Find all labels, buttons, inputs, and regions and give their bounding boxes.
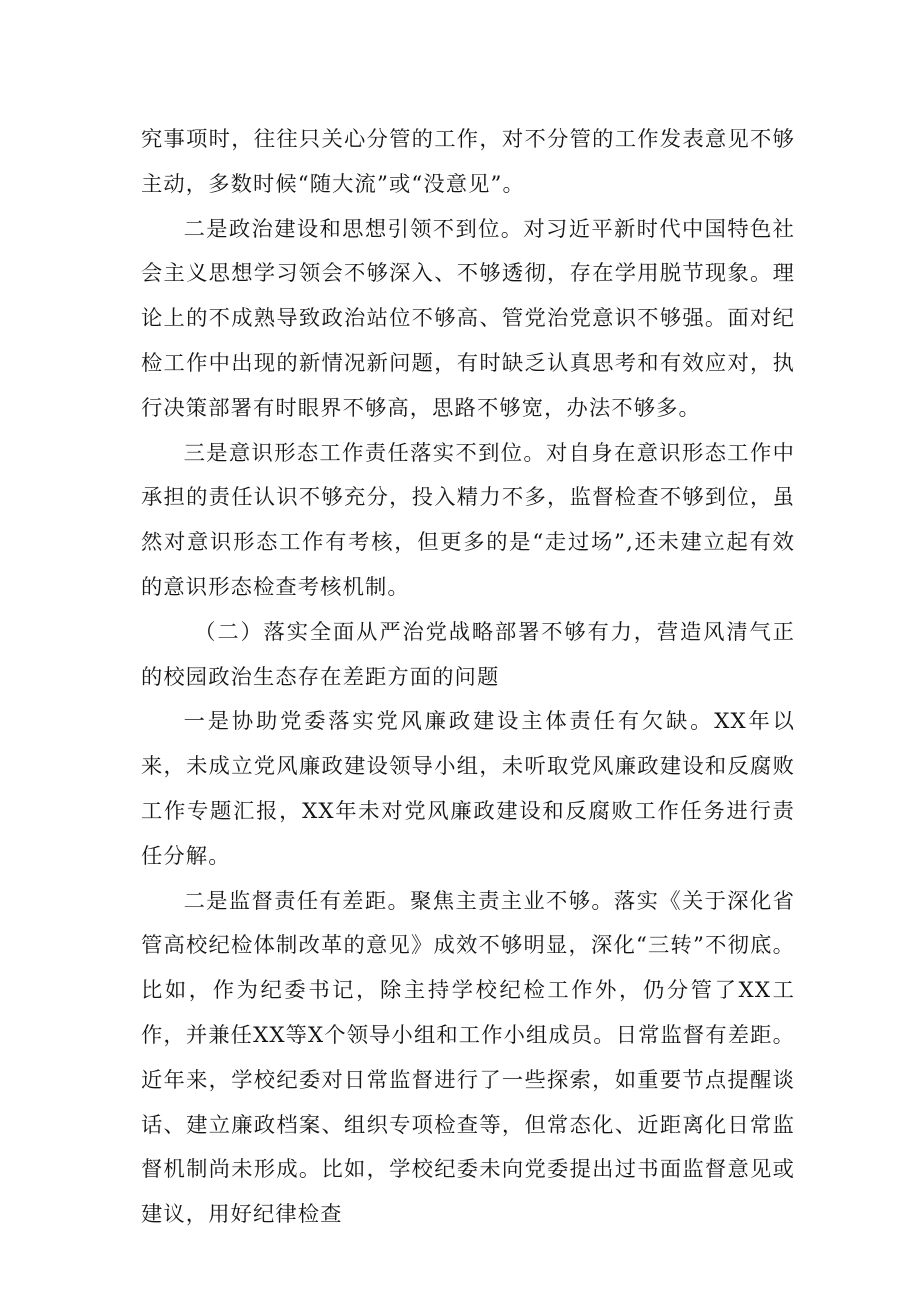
paragraph-supervision: 二是监督责任有差距。聚焦主责主业不够。落实《关于深化省管高校纪检体制改革的意见》成效不够明显，深化“三转”不彻底。比如，作为纪委书记，除主持学校纪检工作外，仍分管了XX工作，并兼任XX等X个领导小组和工作小组成员。日常监督有差距。近年来，学校纪委对日常监督进行了一些探索，如重要节点提醒谈话、建立廉政档案、组织专项检查等，但常态化、近距离化日常监督机制尚未形成。比如，学校纪委未向党委提出过书面监督意见或建议，用好纪律检查 [141, 888, 795, 1228]
paragraph-ideology-responsibility: 三是意识形态工作责任落实不到位。对自身在意识形态工作中承担的责任认识不够充分，投入精力不多，监督检查不够到位，虽然对意识形态工作有考核，但更多的是“走过场”,还未建立起有效的意识形态检查考核机制。 [141, 440, 795, 600]
paragraph-political-building: 二是政治建设和思想引领不到位。对习近平新时代中国特色社会主义思想学习领会不够深入、不够透彻，存在学用脱节现象。理论上的不成熟导致政治站位不够高、管党治党意识不够强。面对纪检工作中出现的新情况新问题，有时缺乏认真思考和有效应对，执行决策部署有时眼界不够高，思路不够宽，办法不够多。 [141, 216, 795, 421]
document-body [141, 118, 795, 1238]
paragraph-continuation: 究事项时，往往只关心分管的工作，对不分管的工作发表意见不够主动，多数时候“随大流”或“没意见”。 [141, 127, 795, 197]
paragraph-party-conduct: 一是协助党委落实党风廉政建设主体责任有欠缺。XX年以来，未成立党风廉政建设领导小组，未听取党风廉政建设和反腐败工作专题汇报，XX年未对党风廉政建设和反腐败工作任务进行责任分解。 [141, 709, 795, 869]
section-heading-2: （二）落实全面从严治党战略部署不够有力，营造风清气正的校园政治生态存在差距方面的问题 [141, 619, 795, 690]
